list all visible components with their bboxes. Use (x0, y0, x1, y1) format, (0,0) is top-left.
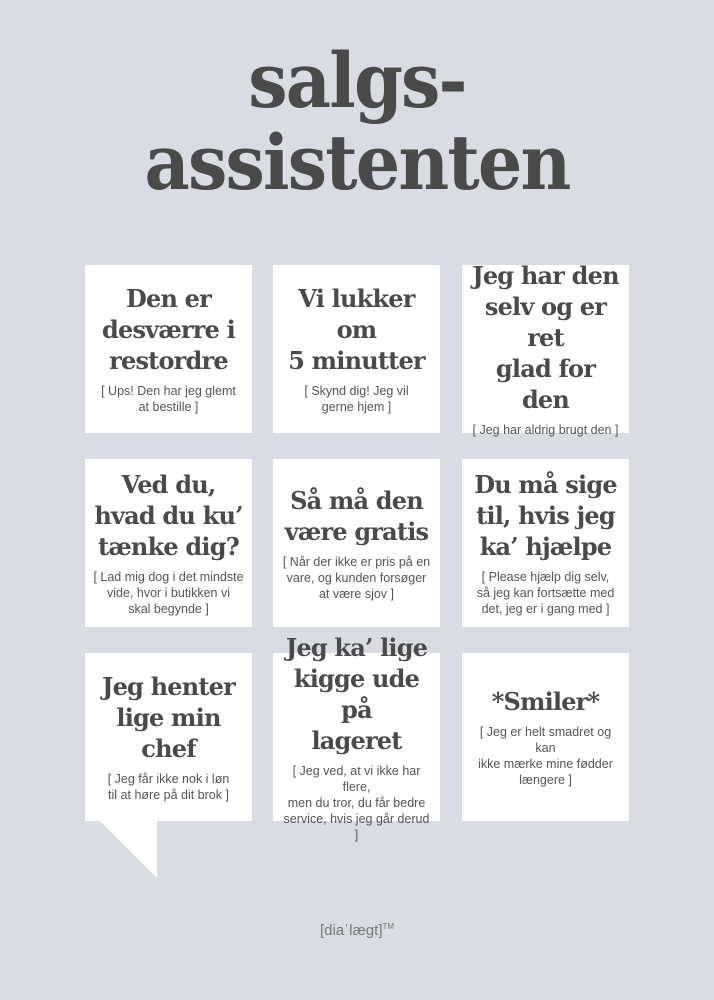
card-chef (85, 653, 252, 821)
card-quote: Ved du, hvad du ku’ tænke dig? (94, 470, 243, 561)
card-note: [ Når der ikke er pris på en vare, og kunden forsøger at være sjov ] (282, 554, 431, 601)
card-quote: Vi lukker om 5 minutter (288, 284, 425, 375)
card-taenke (85, 459, 252, 627)
title-line-2: assistenten (144, 118, 570, 207)
speech-bubble-tail (99, 820, 157, 878)
card-glad (462, 261, 629, 437)
card-restordre (85, 265, 252, 433)
title-line-1: salgs- (248, 36, 466, 125)
card-quote: Du må sige til, hvis jeg ka’ hjælpe (474, 470, 617, 561)
card-lageret (273, 632, 440, 842)
poster-title (29, 36, 686, 207)
card-note: [ Jeg har aldrig brugt den ] (472, 423, 619, 437)
card-quote: Jeg har den selv og er ret glad for den (472, 261, 619, 414)
card-note: [ Lad mig dog i det mindste vide, hvor i butikken vi skal begynde ] (93, 570, 244, 616)
card-hjaelpe (462, 459, 629, 627)
card-note: [ Jeg er helt smadret og kan ikke mærke mine fødder længere ] (478, 725, 613, 787)
card-quote: Jeg ka’ lige kigge ude på lageret (285, 632, 428, 755)
trademark-mark: TM (382, 922, 395, 931)
card-note: [ Skynd dig! Jeg vil gerne hjem ] (304, 384, 409, 414)
card-quote: Den er desværre i restordre (102, 284, 235, 375)
card-gratis (273, 459, 440, 627)
card-note: [ Jeg ved, at vi ikke har flere, men du tror, du får bedre service, hvis jeg går derud ] (283, 763, 430, 842)
card-quote: Så må den være gratis (284, 485, 429, 546)
logo-text: [diaˈlægt] (319, 922, 383, 939)
card-quote: *Smiler* (491, 687, 600, 716)
brand-logo (0, 922, 714, 939)
card-note: [ Ups! Den har jeg glemt at bestille ] (101, 384, 236, 414)
card-note: [ Please hjælp dig selv, så jeg kan fortsætte med det, jeg er i gang med ] (476, 570, 615, 616)
card-lukker (273, 265, 440, 433)
card-quote: Jeg henter lige min chef (102, 672, 235, 763)
card-smiler (462, 653, 629, 821)
card-note: [ Jeg får ikke nok i løn til at høre på dit brok ] (107, 772, 230, 802)
